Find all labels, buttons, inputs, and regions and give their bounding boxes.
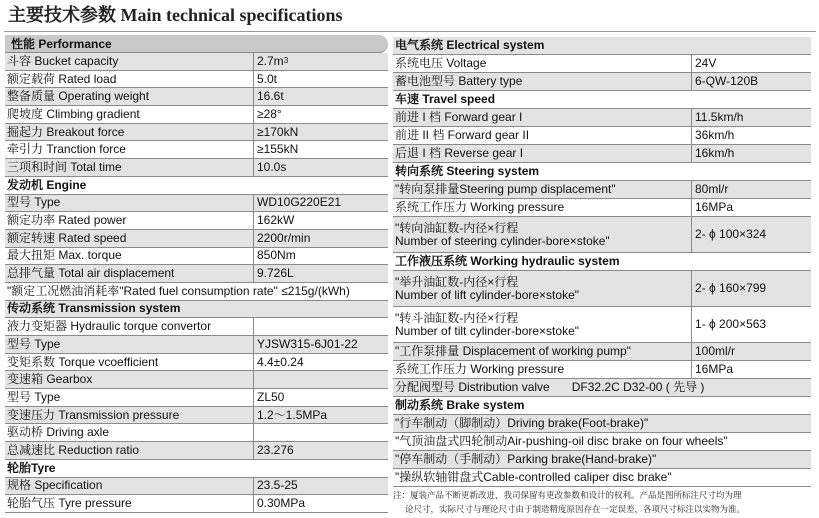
- spec-value: [253, 424, 388, 441]
- page-title: 主要技术参数 Main technical specifications: [8, 5, 343, 25]
- spec-value: ZL50: [253, 389, 388, 406]
- spec-label: 变速压力 Transmission pressure: [7, 407, 180, 422]
- section-title: 车速 Travel speed: [395, 92, 496, 106]
- spec-label: 整备质量 Operating weight: [7, 89, 150, 104]
- spec-value: 850Nm: [253, 248, 388, 265]
- footnote-line-1: 注：厦装产品不断更新改进，我司保留有更改参数和设计的权利。产品是图所标注尺寸均为理: [393, 490, 742, 500]
- spec-row-distribution-valve: [393, 379, 811, 397]
- spec-label: 系统电压 Voltage: [395, 56, 487, 70]
- spec-label: "行车制动（脚制动）Driving brake(Foot-brake)": [395, 416, 649, 430]
- spec-label: 变矩系数 Torque vcoefficient: [7, 354, 159, 369]
- spec-value: 23.5-25: [253, 478, 388, 495]
- spec-row-gearbox-type: [5, 389, 388, 407]
- spec-label: 掘起力 Breakout force: [7, 124, 125, 139]
- spec-label: "气顶油盘式四轮制动Air-pushing-oil disc brake on four wheels": [395, 434, 728, 448]
- spec-label: [393, 271, 691, 306]
- spec-label: [393, 307, 691, 342]
- section-header-travel-speed: [393, 91, 811, 109]
- spec-value: 9.726L: [253, 265, 388, 282]
- spec-value: 16MPa: [691, 199, 811, 216]
- spec-label-en: Number of lift cylinder-bore×stoke": [395, 287, 580, 302]
- spec-row-parking-brake: [393, 451, 811, 469]
- spec-label: 总减速比 Reduction ratio: [7, 442, 140, 457]
- spec-label: 三项和时间 Total time: [7, 159, 122, 174]
- spec-label: "转向泵排量Steering pump displacement": [395, 182, 616, 196]
- spec-value: 0.30MPa: [253, 495, 388, 512]
- spec-value: 36km/h: [691, 127, 811, 144]
- spec-value: YJSW315-6J01-22: [253, 336, 388, 353]
- spec-row-operating-weight: [5, 88, 388, 106]
- section-title: 轮胎Tyre: [7, 460, 56, 475]
- spec-label: "工作泵排量 Displacement of working pump": [395, 344, 631, 358]
- distribution-valve-label: 分配阀型号 Distribution valve: [395, 380, 550, 394]
- spec-row-transmission-pressure: [5, 407, 388, 425]
- spec-value: 5.0t: [253, 71, 388, 88]
- footnote-line-2: 论尺寸，实际尺寸与理论尺寸由于制造精度原因存在一定误差，各项尺寸标注以实物为准。: [405, 504, 746, 514]
- spec-label: 型号 Type: [7, 195, 61, 210]
- spec-value: ≥28°: [253, 106, 388, 123]
- spec-label: 系统工作压力 Working pressure: [395, 362, 565, 376]
- spec-row-gearbox: [5, 371, 388, 389]
- spec-row-working-pump: [393, 343, 811, 361]
- spec-value: 16km/h: [691, 145, 811, 162]
- spec-value: WD10G220E21: [253, 195, 388, 212]
- section-title: 发动机 Engine: [7, 177, 87, 192]
- spec-label: 变速箱 Gearbox: [7, 372, 93, 387]
- spec-row-torque-coefficient: [5, 354, 388, 372]
- spec-label: "操纵软轴钳盘式Cable-controlled caliper disc brake": [395, 470, 672, 484]
- spec-label: 爬坡度 Climbing gradient: [7, 106, 140, 121]
- spec-label: 规格 Specification: [7, 478, 103, 493]
- spec-value: 23.276: [253, 442, 388, 459]
- spec-row-climbing-gradient: [5, 106, 388, 124]
- section-header-engine: [5, 177, 388, 195]
- left-spec-table: [5, 35, 388, 513]
- spec-label: 额定转速 Rated speed: [7, 230, 127, 245]
- spec-label: 前进 I 档 Forward gear I: [395, 110, 523, 124]
- spec-row-driving-brake: [393, 415, 811, 433]
- spec-label: 牵引力 Tranction force: [7, 142, 126, 157]
- spec-label-cn: "举升油缸数-内径×行程: [395, 274, 519, 289]
- spec-row-steering-pressure: [393, 199, 811, 217]
- spec-label: 蓄电池型号 Battery type: [395, 74, 523, 88]
- spec-row-rated-load: [5, 71, 388, 89]
- spec-row-battery-type: [393, 73, 811, 91]
- spec-row-steering-cylinder: [393, 217, 811, 253]
- section-header-transmission: [5, 301, 388, 319]
- spec-value: 1- ϕ 200×563: [691, 307, 811, 342]
- spec-row-fuel-consumption: [5, 283, 388, 301]
- spec-label: 驱动桥 Driving axle: [7, 425, 110, 440]
- spec-label: 液力变矩器 Hydraulic torque convertor: [7, 319, 212, 334]
- spec-value: ≥155kN: [253, 141, 388, 158]
- spec-label: 额定功率 Rated power: [7, 213, 127, 228]
- spec-row-reduction-ratio: [5, 442, 388, 460]
- spec-label: 后退 I 档 Reverse gear I: [395, 146, 524, 160]
- spec-label: 型号 Type: [7, 389, 61, 404]
- spec-row-driving-axle: [5, 424, 388, 442]
- spec-label-cn: "转向油缸数-内径×行程: [395, 220, 519, 235]
- spec-row-hydraulic-pressure: [393, 361, 811, 379]
- section-title: 制动系统 Brake system: [395, 398, 525, 412]
- section-title: 工作液压系统 Working hydraulic system: [395, 254, 620, 268]
- section-header-hydraulic: [393, 253, 811, 271]
- spec-value: ≥170kN: [253, 124, 388, 141]
- spec-row-engine-type: [5, 195, 388, 213]
- spec-label-cn: "转斗油缸数-内径×行程: [395, 310, 519, 325]
- spec-row-tilt-cylinder: [393, 307, 811, 343]
- spec-row-forward-gear-2: [393, 127, 811, 145]
- spec-row-tyre-specification: [5, 478, 388, 496]
- spec-label: [393, 379, 811, 396]
- spec-label: 最大扭矩 Max. torque: [7, 248, 122, 263]
- spec-value: 162kW: [253, 212, 388, 229]
- right-spec-table: [393, 37, 811, 487]
- spec-value: 1.2～1.5MPa: [253, 407, 388, 424]
- section-header-electrical: [393, 37, 811, 55]
- spec-row-max-torque: [5, 248, 388, 266]
- spec-value: 16.6t: [253, 88, 388, 105]
- spec-row-bucket-capacity: [5, 53, 388, 71]
- spec-value: [253, 318, 388, 335]
- spec-value: 2- ϕ 160×799: [691, 271, 811, 306]
- spec-label: 轮胎气压 Tyre pressure: [7, 496, 132, 511]
- spec-label: [393, 217, 691, 252]
- spec-label-en: Number of tilt cylinder-bore×stoke": [395, 323, 580, 338]
- spec-value: 10.0s: [253, 159, 388, 176]
- section-title: 转向系统 Steering system: [395, 164, 540, 178]
- spec-row-steering-pump: [393, 181, 811, 199]
- spec-row-rated-speed: [5, 230, 388, 248]
- spec-label: 额定载荷 Rated load: [7, 71, 117, 86]
- spec-value: 6-QW-120B: [691, 73, 811, 90]
- spec-label-en: Number of steering cylinder-bore×stoke": [395, 233, 610, 248]
- section-title: 传动系统 Transmission system: [7, 301, 181, 316]
- spec-value: 11.5km/h: [691, 109, 811, 126]
- spec-row-air-displacement: [5, 265, 388, 283]
- section-header-brake: [393, 397, 811, 415]
- spec-label: 系统工作压力 Working pressure: [395, 200, 565, 214]
- section-header-tyre: [5, 460, 388, 478]
- title-divider: [4, 31, 816, 32]
- spec-row-breakout-force: [5, 124, 388, 142]
- spec-row-lift-cylinder: [393, 271, 811, 307]
- spec-row-rated-power: [5, 212, 388, 230]
- spec-row-disc-brake: [393, 433, 811, 451]
- spec-value: [253, 371, 388, 388]
- spec-value: 100ml/r: [691, 343, 811, 360]
- spec-row-torque-convertor: [5, 318, 388, 336]
- distribution-valve-value: DF32.2C D32-00 ( 先导 ): [571, 380, 705, 394]
- section-header-steering: [393, 163, 811, 181]
- spec-row-traction-force: [5, 141, 388, 159]
- spec-value: 2.7m 3: [253, 53, 388, 70]
- spec-row-tyre-pressure: [5, 495, 388, 513]
- section-header-performance: 性能 Performance: [5, 35, 388, 53]
- spec-value: 24V: [691, 55, 811, 72]
- section-title: 电气系统 Electrical system: [395, 38, 545, 52]
- footnote: [393, 488, 813, 516]
- spec-value: 2200r/min: [253, 230, 388, 247]
- spec-label: "停车制动（手制动）Parking brake(Hand-brake)": [395, 452, 657, 466]
- spec-value: 16MPa: [691, 361, 811, 378]
- spec-row-reverse-gear-1: [393, 145, 811, 163]
- spec-row-voltage: [393, 55, 811, 73]
- spec-value: 2- ϕ 100×324: [691, 217, 811, 252]
- spec-label: 前进 II 档 Forward gear II: [395, 128, 530, 142]
- spec-row-convertor-type: [5, 336, 388, 354]
- spec-row-forward-gear-1: [393, 109, 811, 127]
- spec-label: "额定工况燃油消耗率"Rated fuel consumption rate" ≤215g/(kWh): [7, 283, 350, 298]
- spec-row-total-time: [5, 159, 388, 177]
- spec-value: 80ml/r: [691, 181, 811, 198]
- spec-value: 4.4±0.24: [253, 354, 388, 371]
- spec-label: 斗容 Bucket capacity: [7, 53, 119, 68]
- spec-label: 型号 Type: [7, 336, 61, 351]
- spec-row-caliper-brake: [393, 469, 811, 487]
- spec-label: 总排气量 Total air displacement: [7, 266, 175, 281]
